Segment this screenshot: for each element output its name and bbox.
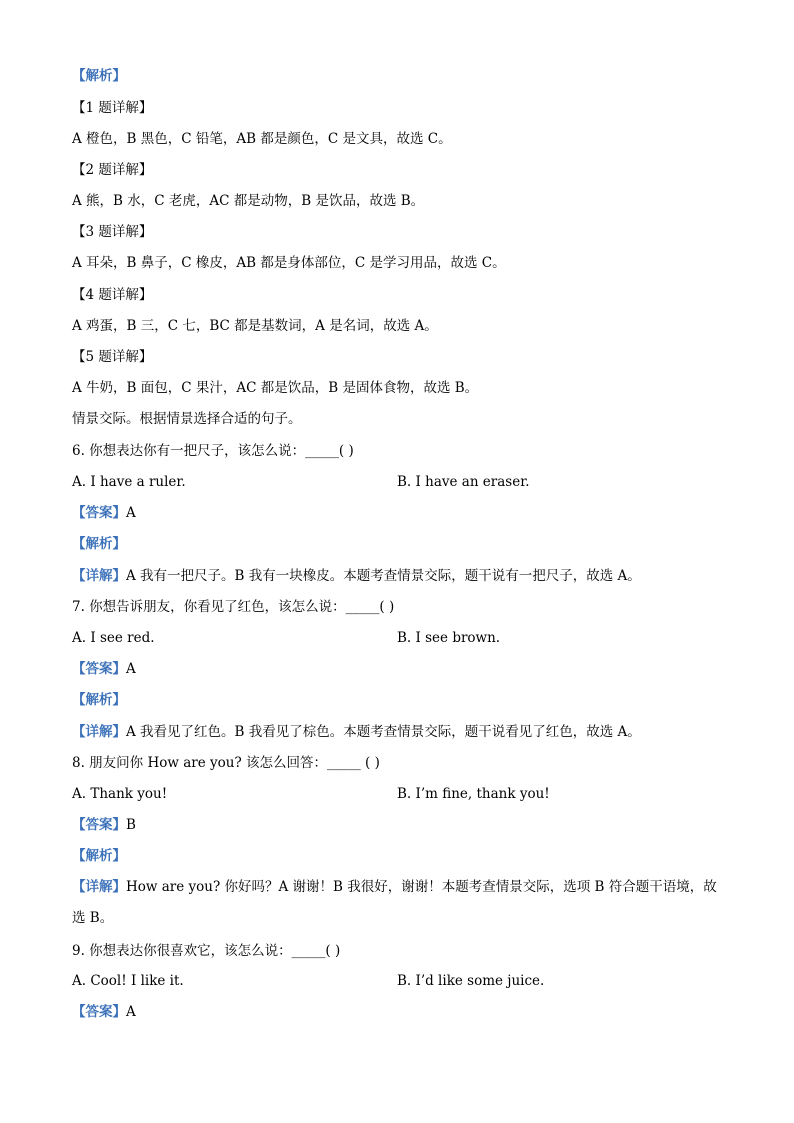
answer-value: A xyxy=(126,505,136,521)
q7-option-b: B. I see brown. xyxy=(397,630,501,646)
answer-label: 【答案】 xyxy=(72,1004,126,1020)
q1-detail-heading: 【1 题详解】 xyxy=(72,100,153,116)
q7-option-a: A. I see red. xyxy=(72,630,155,646)
question-6: 6. 你想表达你有一把尺子，该怎么说：_____( ) xyxy=(72,443,354,459)
answer-label: 【答案】 xyxy=(72,505,126,521)
q6-jiexi-heading: 【解析】 xyxy=(72,536,126,552)
q8-option-a: A. Thank you! xyxy=(72,786,168,802)
q8-jiexi-heading: 【解析】 xyxy=(72,848,126,864)
q6-answer xyxy=(72,503,136,523)
q2-detail-text: A 熊，B 水，C 老虎，AC 都是动物，B 是饮品，故选 B。 xyxy=(72,193,425,209)
detail-label: 【详解】 xyxy=(72,879,126,895)
q3-detail-text: A 耳朵，B 鼻子，C 橡皮，AB 都是身体部位，C 是学习用品，故选 C。 xyxy=(72,255,506,271)
question-9: 9. 你想表达你很喜欢它，该怎么说：_____( ) xyxy=(72,943,341,959)
q8-detail xyxy=(72,872,722,934)
q7-jiexi-heading: 【解析】 xyxy=(72,692,126,708)
q4-detail-heading: 【4 题详解】 xyxy=(72,287,153,303)
question-7: 7. 你想告诉朋友，你看见了红色，该怎么说：_____( ) xyxy=(72,599,395,615)
detail-label: 【详解】 xyxy=(72,724,126,740)
detail-label: 【详解】 xyxy=(72,568,126,584)
q4-detail-text: A 鸡蛋，B 三，C 七，BC 都是基数词，A 是名词，故选 A。 xyxy=(72,318,438,334)
q5-detail-heading: 【5 题详解】 xyxy=(72,349,153,365)
detail-text: A 我看见了红色。B 我看见了棕色。本题考查情景交际，题干说看见了红色，故选 A。 xyxy=(126,724,641,740)
q6-option-a: A. I have a ruler. xyxy=(72,474,186,490)
q7-detail xyxy=(72,722,641,742)
q8-option-b: B. I’m fine, thank you! xyxy=(397,786,550,802)
answer-value: A xyxy=(126,661,136,677)
q8-answer xyxy=(72,815,136,835)
detail-text: A 我有一把尺子。B 我有一块橡皮。本题考查情景交际，题干说有一把尺子，故选 A。 xyxy=(126,568,641,584)
jiexi-heading: 【解析】 xyxy=(72,68,126,84)
answer-label: 【答案】 xyxy=(72,817,126,833)
q9-option-a: A. Cool! I like it. xyxy=(72,973,184,989)
q9-option-b: B. I’d like some juice. xyxy=(397,973,545,989)
q2-detail-heading: 【2 题详解】 xyxy=(72,162,153,178)
detail-text: How are you? 你好吗？A 谢谢！B 我很好，谢谢！本题考查情景交际，选项 B 符合题干语境，故选 B。 xyxy=(72,879,717,926)
q7-answer xyxy=(72,659,136,679)
q6-detail xyxy=(72,566,641,586)
q6-option-b: B. I have an eraser. xyxy=(397,474,530,490)
question-8: 8. 朋友问你 How are you? 该怎么回答：_____ ( ) xyxy=(72,755,380,771)
q5-detail-text: A 牛奶，B 面包，C 果汁，AC 都是饮品，B 是固体食物，故选 B。 xyxy=(72,380,479,396)
q1-detail-text: A 橙色，B 黑色，C 铅笔，AB 都是颜色，C 是文具，故选 C。 xyxy=(72,131,452,147)
q9-answer xyxy=(72,1002,136,1022)
section-instruction: 情景交际。根据情景选择合适的句子。 xyxy=(72,411,302,427)
answer-value: B xyxy=(126,817,136,833)
answer-label: 【答案】 xyxy=(72,661,126,677)
q3-detail-heading: 【3 题详解】 xyxy=(72,224,153,240)
answer-value: A xyxy=(126,1004,136,1020)
